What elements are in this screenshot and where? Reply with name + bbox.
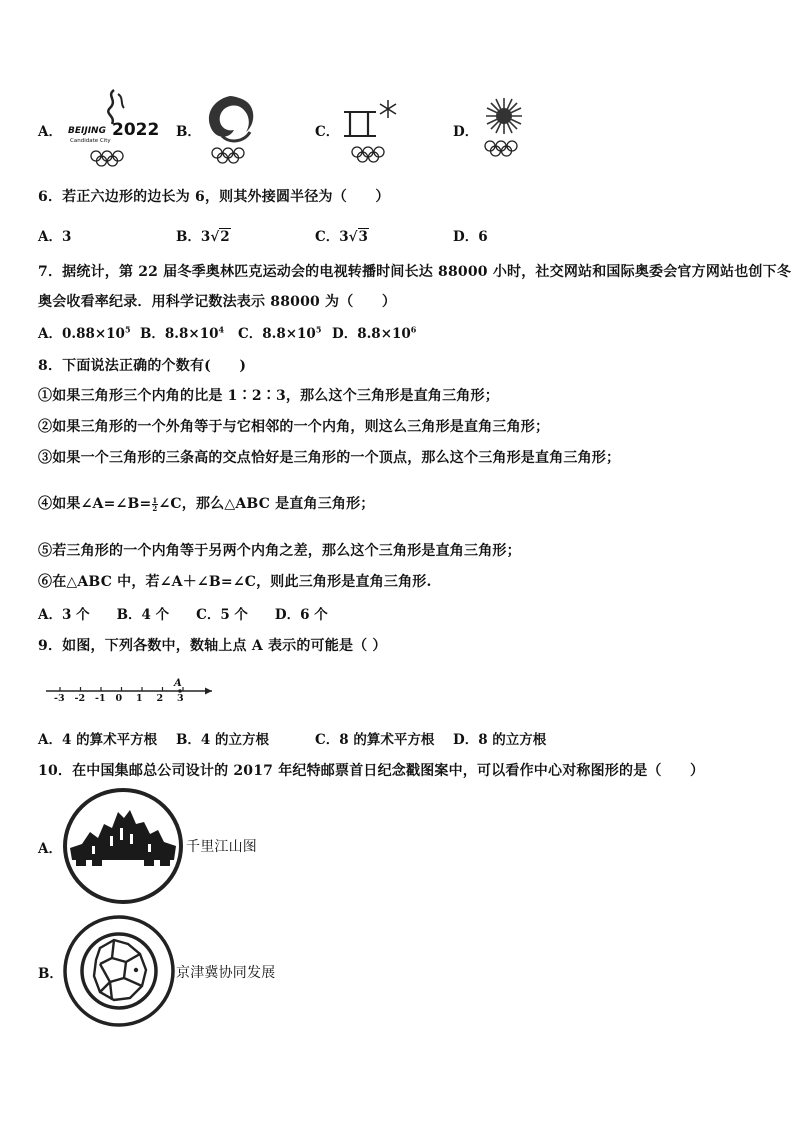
q8-statement-5: ⑤若三角形的一个内角等于另两个内角之差，那么这个三角形是直角三角形； (38, 543, 521, 559)
number-line-tick-label: -2 (74, 693, 86, 704)
q7-option-b-exp: 4 (218, 324, 225, 335)
q6-option-c-text: C．3 (315, 229, 349, 245)
logo-year: 2022 (112, 120, 160, 140)
q9-option-c: C．8 的算术平方根 (315, 732, 435, 748)
q7-option-a-exp: 5 (124, 324, 131, 335)
q10-option-b-letter: B． (38, 966, 63, 982)
q10-stem: 10．在中国集邮总公司设计的 2017 年纪特邮票首日纪念戳图案中，可以看作中心对称图形的是（ ） (38, 763, 705, 779)
q5-option-a-letter: A． (38, 124, 62, 140)
q10-option-a-caption: 千里江山图 (186, 839, 257, 855)
q6-option-b (176, 225, 231, 245)
q10-option-a-letter: A． (38, 841, 62, 857)
q10-option-b-caption: 京津冀协同发展 (176, 965, 276, 981)
q6-option-b-radicand: 2 (220, 229, 230, 245)
point-a-label: A (174, 678, 182, 689)
fraction-numerator: 1 (152, 495, 158, 505)
number-line-tick-label: -3 (54, 693, 65, 704)
beijing-2022-logo (66, 86, 158, 166)
q7-option-c (238, 322, 321, 342)
number-line-figure (46, 676, 216, 710)
sqrt-icon: √ (348, 229, 358, 245)
q5-option-c-letter: C． (315, 124, 340, 140)
q8-statement-2: ②如果三角形的一个外角等于与它相邻的一个内角，则这么三角形是直角三角形； (38, 419, 550, 435)
q6-stem: 6．若正六边形的边长为 6，则其外接圆半径为（ ） (38, 189, 390, 205)
q6-option-b-text: B．3 (176, 229, 211, 245)
arrow-right-icon (205, 688, 212, 695)
q8-options: A．3 个 B．4 个 C．5 个 D．6 个 (38, 607, 328, 623)
number-line-tick-label: 1 (136, 693, 143, 704)
q8-statement-6: ⑥在△ABC 中，若∠A＋∠B=∠C，则此三角形是直角三角形. (38, 574, 432, 590)
map-stamp-image (62, 914, 176, 1028)
q7-option-c-exp: 5 (315, 324, 322, 335)
snowflake-logo-icon (476, 94, 532, 160)
q8-statement-4 (38, 493, 375, 513)
fraction-one-half (152, 497, 157, 512)
dragon-swirl-logo-icon (200, 92, 260, 168)
logo-subtext: Candidate City (70, 138, 111, 144)
q7-option-a-base: A．0.88×10 (38, 326, 125, 342)
q7-stem-line2: 奥会收看率纪录．用科学记数法表示 88000 为（ ） (38, 294, 397, 310)
q7-stem-line1: 7．据统计，第 22 届冬季奥林匹克运动会的电视转播时间长达 88000 小时，社交网站和国际奥委会官方网站也创下冬 (38, 264, 792, 280)
number-line-tick-label: 2 (156, 693, 164, 704)
q8-statement-1: ①如果三角形三个内角的比是 1∶2∶3，那么这个三角形是直角三角形； (38, 388, 499, 404)
q8-statement-4-pre: ④如果∠A=∠B= (38, 496, 152, 512)
number-line-tick-label: 3 (177, 693, 184, 704)
sqrt-icon: √ (210, 229, 220, 245)
q8-stem: 8．下面说法正确的个数有( ) (38, 358, 247, 374)
fraction-denominator: 2 (152, 503, 158, 513)
q5-option-d-letter: D． (453, 124, 479, 140)
q8-statement-3: ③如果一个三角形的三条高的交点恰好是三角形的一个顶点，那么这个三角形是直角三角形； (38, 450, 621, 466)
logo-text: BEIJING (68, 126, 106, 136)
q7-option-b-base: B．8.8×10 (140, 326, 219, 342)
q9-option-b: B．4 的立方根 (176, 732, 270, 748)
number-line-tick-label: 0 (115, 693, 123, 704)
q7-option-d-exp: 6 (410, 324, 417, 335)
q9-stem: 9．如图，下列各数中，数轴上点 A 表示的可能是（ ） (38, 638, 387, 654)
q6-option-d: D．6 (453, 229, 488, 245)
q8-statement-4-post: ∠C，那么△ABC 是直角三角形； (158, 496, 375, 512)
q7-option-c-base: C．8.8×10 (238, 326, 316, 342)
q6-option-c (315, 225, 369, 245)
q9-option-a: A．4 的算术平方根 (38, 732, 158, 748)
q5-option-b-letter: B． (176, 124, 201, 140)
q6-option-a: A．3 (38, 229, 72, 245)
number-line-tick-label: -1 (95, 693, 106, 704)
torii-star-logo-icon (340, 98, 400, 170)
q6-option-c-radicand: 3 (358, 229, 368, 245)
q9-option-d: D．8 的立方根 (453, 732, 547, 748)
q7-option-a (38, 322, 131, 342)
q7-option-d-base: D．8.8×10 (332, 326, 411, 342)
mountain-stamp-image (62, 788, 184, 904)
q7-option-d (332, 322, 416, 342)
q7-option-b (140, 322, 224, 342)
